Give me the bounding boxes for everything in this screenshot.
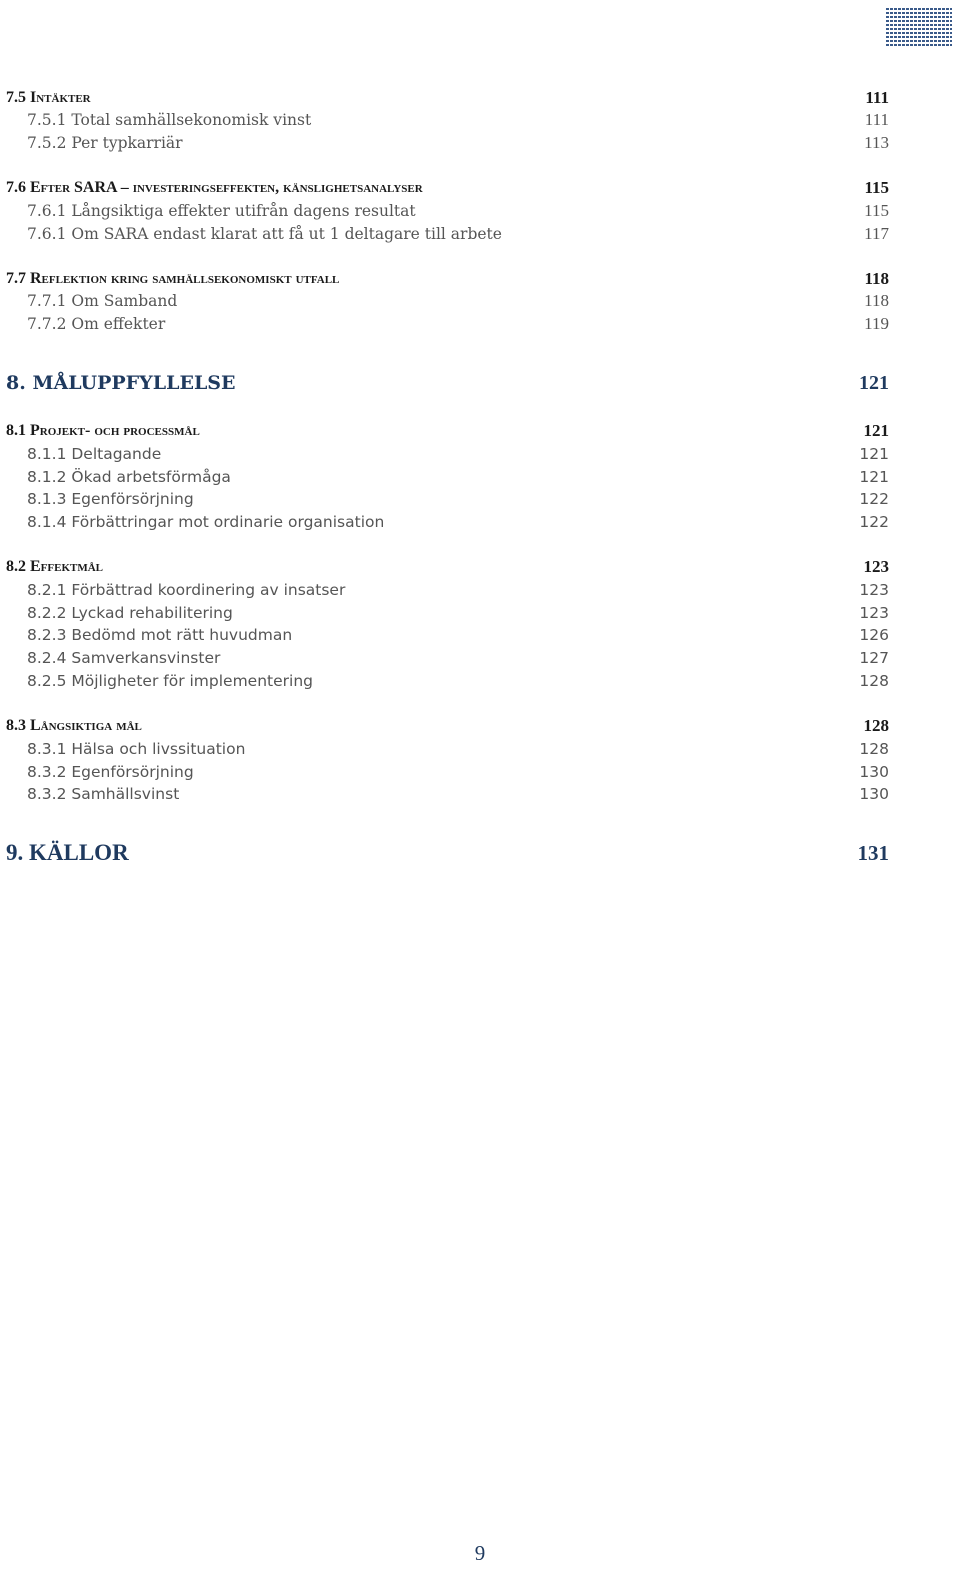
toc-chapter-8[interactable]: [0, 370, 960, 396]
toc-entry-8-1-1[interactable]: [0, 443, 960, 465]
toc-entry-page: 111: [865, 88, 889, 107]
toc-entry-page: 128: [863, 716, 889, 735]
toc-entry-page: 121: [859, 468, 889, 486]
toc-entry-page: 131: [857, 841, 889, 865]
toc-entry-page: 113: [864, 133, 889, 152]
toc-entry-page: 121: [859, 372, 889, 394]
toc-entry-page: 127: [859, 649, 889, 667]
toc-entry-8-1-4[interactable]: [0, 511, 960, 533]
toc-chapter-9[interactable]: [0, 840, 960, 866]
toc-entry-title: 8.1.1 Deltagande: [27, 445, 162, 463]
toc-entry-title: 8.1.4 Förbättringar mot ordinarie organisation: [27, 513, 385, 531]
logo-pattern-icon: [886, 8, 952, 48]
toc-entry-page: 115: [864, 201, 889, 220]
toc-entry-8-2[interactable]: [0, 556, 960, 578]
toc-entry-8-1-3[interactable]: [0, 488, 960, 510]
toc-entry-title: 8.3 Långsiktiga mål: [6, 717, 142, 734]
toc-entry-title: 7.7 Reflektion kring samhällsekonomiskt utfall: [6, 270, 340, 287]
toc-entry-page: 122: [859, 490, 889, 508]
toc-entry-8-2-3[interactable]: [0, 624, 960, 646]
toc-entry-title: 7.5.2 Per typkarriär: [27, 134, 183, 152]
toc-entry-title: 8.3.2 Egenförsörjning: [27, 763, 194, 781]
toc-entry-title: 8.1.3 Egenförsörjning: [27, 490, 194, 508]
toc-entry-8-3-1[interactable]: [0, 738, 960, 760]
toc-entry-page: 121: [859, 445, 889, 463]
toc-entry-title: 9. KÄLLOR: [6, 840, 129, 865]
toc-entry-page: 123: [859, 581, 889, 599]
toc-entry-7-5-1[interactable]: [0, 109, 960, 131]
toc-entry-page: 118: [864, 269, 889, 288]
toc-entry-title: 8.2.1 Förbättrad koordinering av insatser: [27, 581, 346, 599]
toc-entry-title: 8.3.1 Hälsa och livssituation: [27, 740, 246, 758]
toc-entry-title: 8. MÅLUPPFYLLELSE: [6, 372, 236, 394]
toc-entry-title: 8.3.2 Samhällsvinst: [27, 785, 180, 803]
toc-entry-7-7-1[interactable]: [0, 290, 960, 312]
toc-entry-title: 7.7.1 Om Samband: [27, 292, 178, 310]
toc-entry-title: 8.2.3 Bedömd mot rätt huvudman: [27, 626, 293, 644]
toc-entry-title: 7.6.1 Om SARA endast klarat att få ut 1 deltagare till arbete: [27, 225, 502, 243]
toc-entry-page: 130: [859, 763, 889, 781]
toc-entry-8-2-1[interactable]: [0, 579, 960, 601]
toc-entry-title: 8.2.5 Möjligheter för implementering: [27, 672, 313, 690]
page-number: 9: [474, 1541, 486, 1565]
toc-entry-page: 123: [863, 557, 889, 576]
toc-entry-page: 126: [859, 626, 889, 644]
toc-entry-title: 7.6 Efter SARA – investeringseffekten, känslighetsanalyser: [6, 179, 423, 196]
toc-entry-8-3[interactable]: [0, 715, 960, 737]
toc-entry-title: 8.1 Projekt- och processmål: [6, 422, 200, 439]
toc-entry-title: 8.1.2 Ökad arbetsförmåga: [27, 468, 231, 486]
toc-entry-title: 7.6.1 Långsiktiga effekter utifrån dagens resultat: [27, 202, 416, 220]
toc-entry-page: 123: [859, 604, 889, 622]
toc-entry-7-5[interactable]: [0, 87, 960, 109]
toc-entry-7-5-2[interactable]: [0, 132, 960, 154]
toc-entry-page: 122: [859, 513, 889, 531]
toc-entry-title: 8.2.2 Lyckad rehabilitering: [27, 604, 233, 622]
toc-entry-8-3-2b[interactable]: [0, 783, 960, 805]
toc-entry-page: 121: [863, 421, 889, 440]
toc-entry-8-1[interactable]: [0, 420, 960, 442]
toc-entry-7-6-1b[interactable]: [0, 223, 960, 245]
toc-entry-page: 118: [864, 291, 889, 310]
toc-entry-page: 128: [859, 740, 889, 758]
toc-entry-7-6[interactable]: [0, 177, 960, 199]
toc-entry-8-2-5[interactable]: [0, 670, 960, 692]
toc-entry-8-3-2a[interactable]: [0, 761, 960, 783]
toc-entry-title: 7.7.2 Om effekter: [27, 315, 166, 333]
toc-entry-8-1-2[interactable]: [0, 466, 960, 488]
toc-entry-title: 7.5.1 Total samhällsekonomisk vinst: [27, 111, 312, 129]
toc-entry-page: 130: [859, 785, 889, 803]
toc-entry-page: 117: [864, 224, 889, 243]
toc-entry-8-2-2[interactable]: [0, 602, 960, 624]
toc-entry-title: 8.2 Effektmål: [6, 558, 104, 575]
toc-entry-page: 111: [864, 110, 889, 129]
toc-entry-title: 8.2.4 Samverkansvinster: [27, 649, 221, 667]
toc-entry-page: 128: [859, 672, 889, 690]
toc-entry-title: 7.5 Intäkter: [6, 89, 91, 106]
toc-entry-7-6-1a[interactable]: [0, 200, 960, 222]
logo: [886, 8, 952, 48]
toc-entry-page: 119: [864, 314, 889, 333]
toc-entry-page: 115: [864, 178, 889, 197]
toc-entry-7-7-2[interactable]: [0, 313, 960, 335]
toc-entry-7-7[interactable]: [0, 268, 960, 290]
toc-entry-8-2-4[interactable]: [0, 647, 960, 669]
